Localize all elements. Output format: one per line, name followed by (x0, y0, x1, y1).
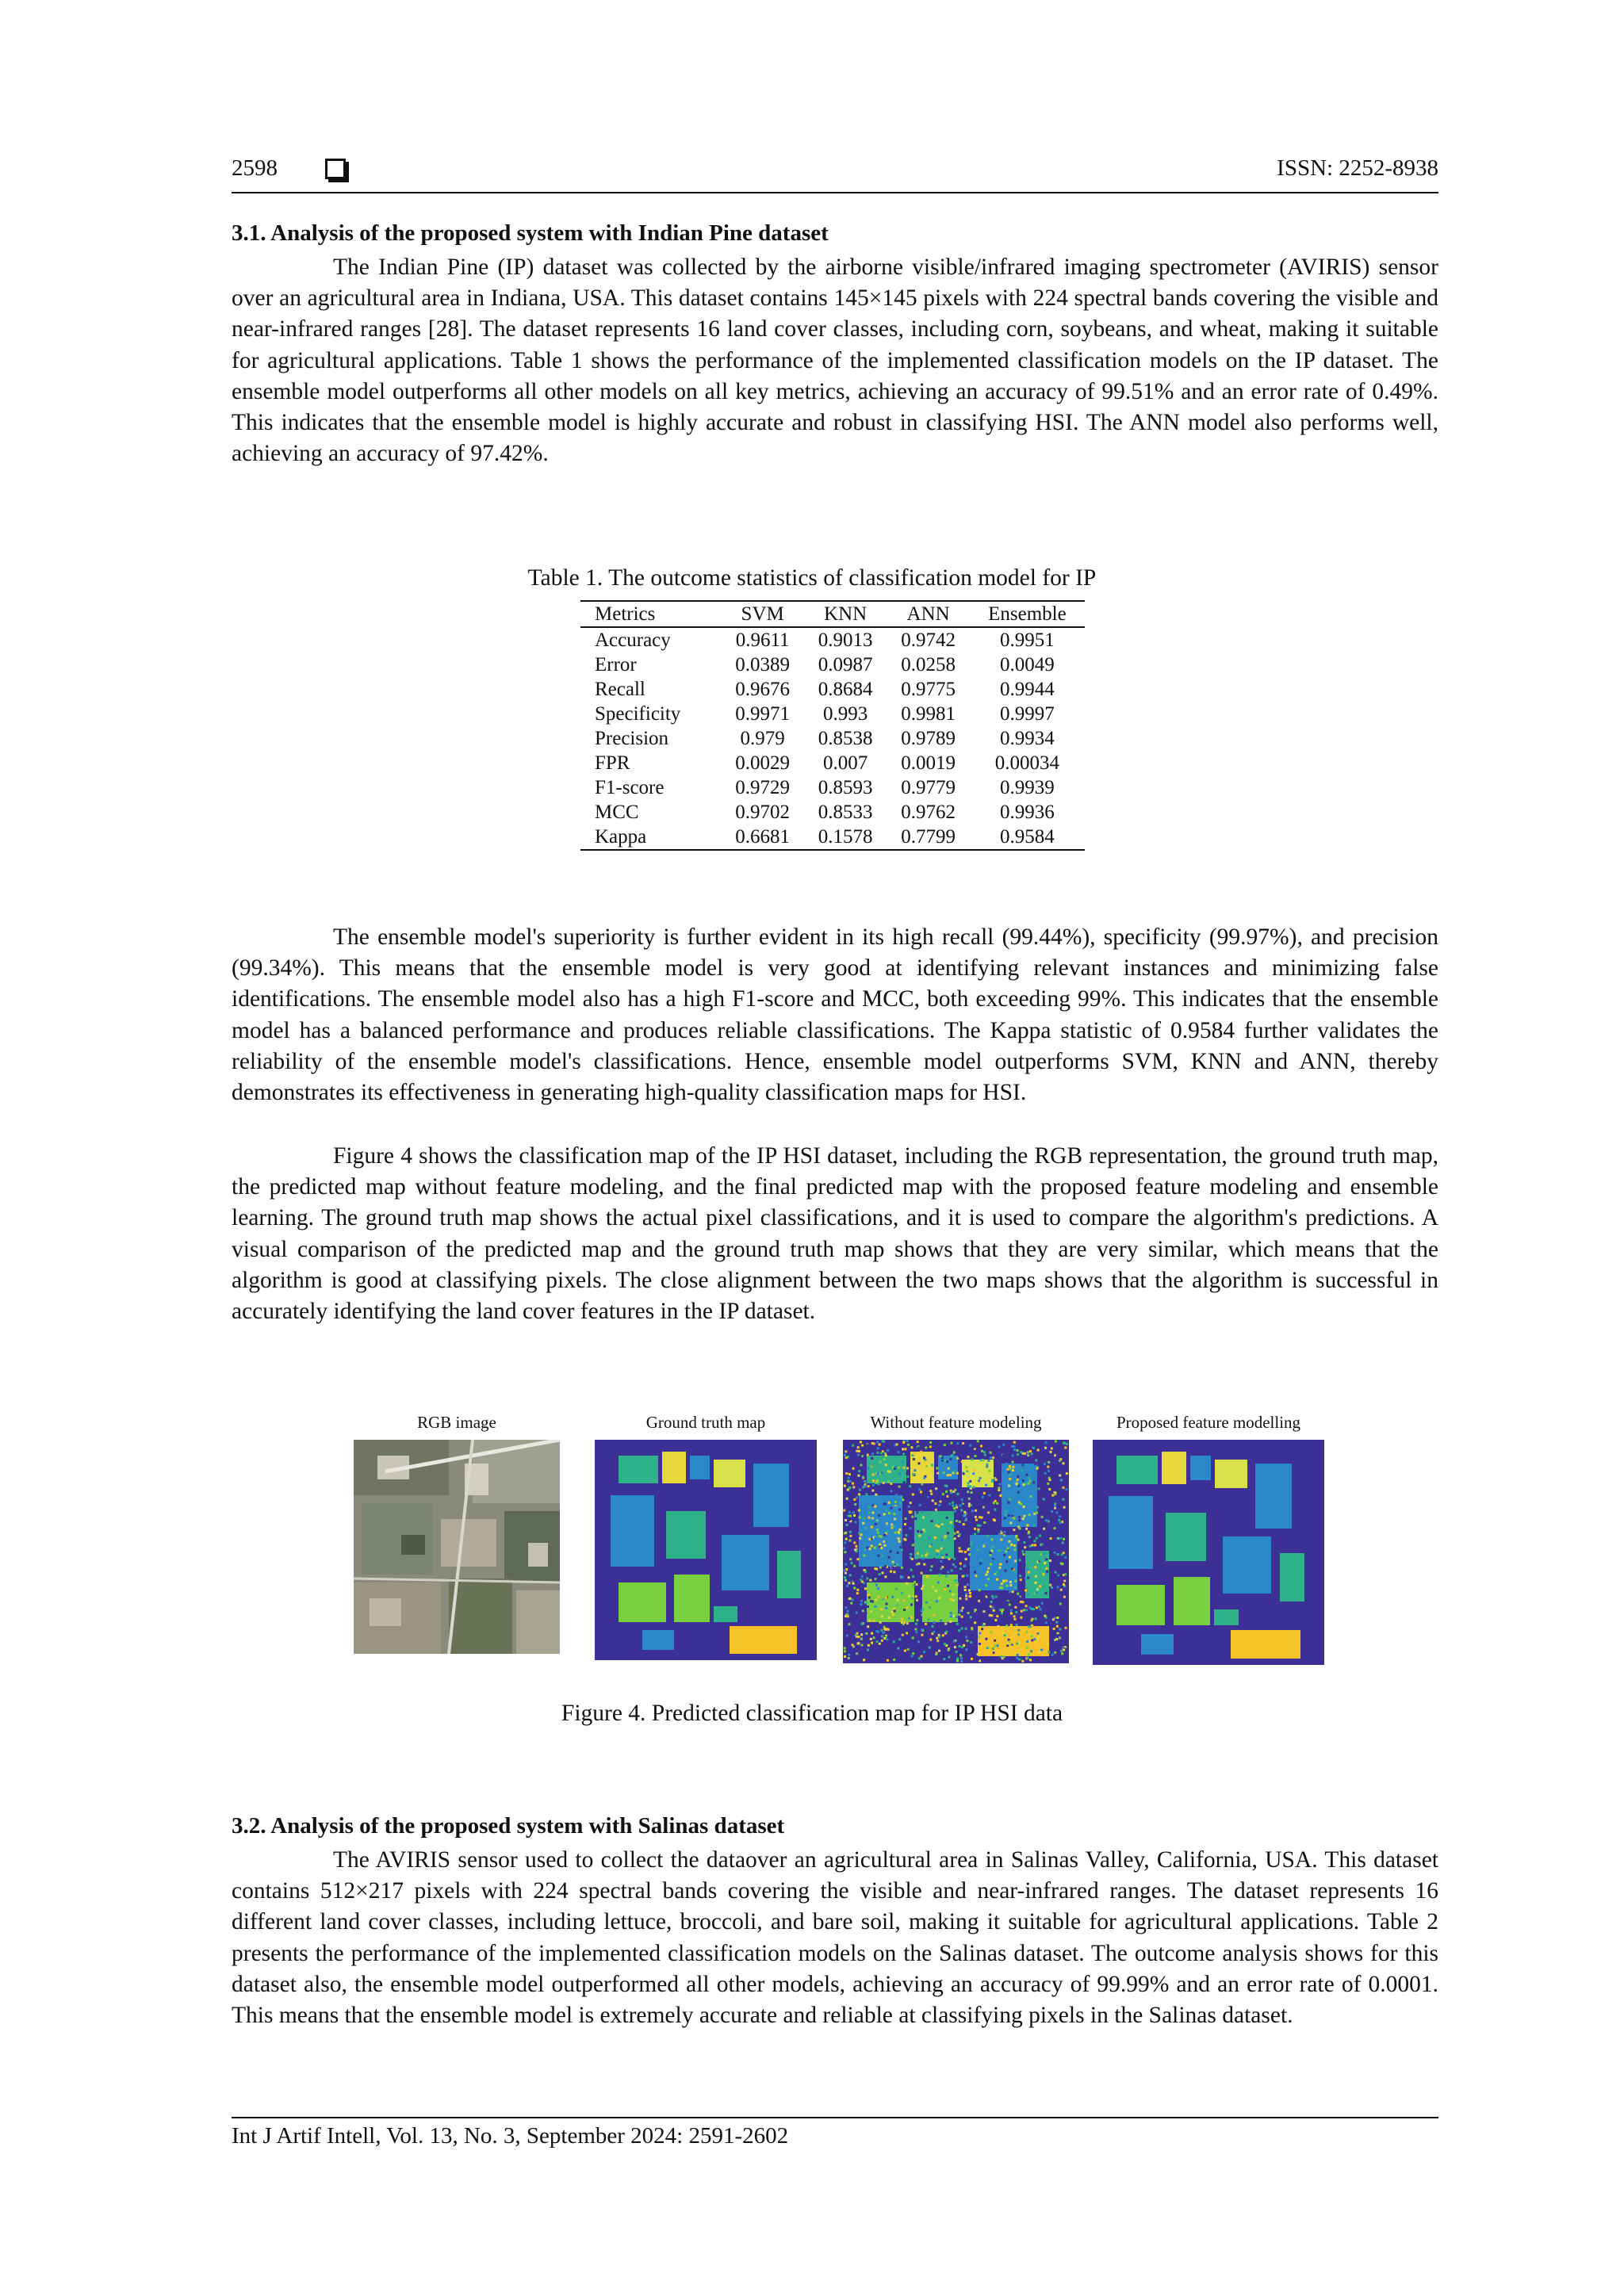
checkbox-square-icon (325, 159, 346, 179)
paragraph-indian-pine: The Indian Pine (IP) dataset was collected by the airborne visible/infrared imaging spectrometer (AVIRIS) sensor over an agricultural area in Indiana, USA. This dataset contains 145×145 pixels with 224 spectral bands covering the visible and near-infrared ranges [28]. The dataset represents 16 land cover classes, including corn, soybeans, and wheat, making it suitable for agricultural applications. Table 1 shows the performance of the implemented classification models on the IP dataset. The ensemble model outperforms all other models on all key metrics, achieving an accuracy of 99.51% and an error rate of 0.49%. This indicates that the ensemble model is highly accurate and robust in classifying HSI. The ANN model also performs well, achieving an accuracy of 97.42%. (232, 254, 1438, 467)
figure-panel-label: Proposed feature modelling (1116, 1413, 1301, 1432)
page-header (232, 155, 1438, 193)
table-value-cell: 0.9611 (735, 629, 790, 651)
table-metric-cell: F1-score (595, 777, 665, 798)
table-metric-cell: Accuracy (595, 629, 671, 651)
figure-panel-label: RGB image (417, 1413, 496, 1432)
table-row (580, 825, 1085, 850)
table-value-cell: 0.9742 (901, 629, 956, 651)
table-value-cell: 0.979 (740, 728, 785, 749)
table-value-cell: 0.00034 (994, 752, 1060, 774)
table-value-cell: 0.6681 (721, 825, 803, 850)
figure-panel-proposed-feature-modelling (1093, 1413, 1324, 1674)
table-header-cell: KNN (804, 601, 887, 627)
table-value-cell: 0.9981 (901, 703, 956, 725)
proposed-feature-modelling-map (1093, 1440, 1324, 1665)
table-metric-cell: Error (595, 654, 637, 675)
table-value-cell: 0.9779 (901, 777, 956, 798)
figure-caption: Figure 4. Predicted classification map for IP HSI data (561, 1701, 1063, 1726)
table-value-cell: 0.9997 (1000, 703, 1055, 725)
table-metric-cell: MCC (595, 802, 639, 823)
table-value-cell: 0.9013 (818, 629, 873, 651)
figure-panel-label: Without feature modeling (870, 1413, 1042, 1432)
table-row (580, 726, 1085, 751)
table-value-cell: 0.0389 (735, 654, 791, 675)
table-header-cell: ANN (887, 601, 969, 627)
table-value-cell: 0.9762 (901, 802, 956, 823)
figure-panel-rgb (354, 1413, 560, 1674)
table-value-cell: 0.9939 (1000, 777, 1055, 798)
table-value-cell: 0.9934 (1000, 728, 1055, 749)
table-value-cell: 0.0049 (1000, 654, 1055, 675)
rgb-image (354, 1440, 560, 1654)
table-value-cell: 0.9951 (1000, 629, 1055, 651)
table-value-cell: 0.9702 (735, 802, 791, 823)
table-metric-cell: Kappa (580, 825, 721, 850)
table-caption: Table 1. The outcome statistics of classification model for IP (527, 565, 1097, 591)
ground-truth-map (595, 1440, 817, 1660)
table-metric-cell: FPR (595, 752, 630, 774)
figure-panel-without-feature-modeling (843, 1413, 1069, 1674)
table-value-cell: 0.8533 (818, 802, 873, 823)
table-metric-cell: Precision (595, 728, 669, 749)
table-value-cell: 0.007 (823, 752, 868, 774)
table-value-cell: 0.9729 (735, 777, 791, 798)
paragraph-discussion-2: Figure 4 shows the classification map of the IP HSI dataset, including the RGB representation, the ground truth map, the predicted map without feature modeling, and the final predicted map with the proposed feature modeling and ensemble learning. The ground truth map shows the actual pixel classifications, and it is used to compare the algorithm's predictions. A visual comparison of the predicted map and the ground truth map shows that they are very similar, which means that the algorithm is good at classifying pixels. The close alignment between the two maps shows that the algorithm is successful in accurately identifying the land cover features in the IP dataset. (232, 1143, 1438, 1325)
table-row (580, 652, 1085, 677)
table-value-cell: 0.0987 (818, 654, 873, 675)
section-heading-indian-pine: 3.1. Analysis of the proposed system with Indian Pine dataset (232, 220, 829, 246)
table-row (580, 775, 1085, 800)
table-value-cell: 0.7799 (887, 825, 969, 850)
figure-panel-ground-truth (595, 1413, 817, 1674)
table-value-cell: 0.8538 (818, 728, 873, 749)
issn-label: ISSN: 2252-8938 (1277, 155, 1438, 181)
section-heading-salinas: 3.2. Analysis of the proposed system with Salinas dataset (232, 1813, 785, 1839)
table-value-cell: 0.993 (823, 703, 868, 725)
table-body (580, 627, 1085, 850)
table-header-cell: SVM (721, 601, 803, 627)
table-value-cell: 0.1578 (804, 825, 887, 850)
page-number: 2598 (232, 155, 278, 181)
table-value-cell: 0.9676 (735, 679, 791, 700)
table-value-cell: 0.9936 (1000, 802, 1055, 823)
without-feature-modeling-map (843, 1440, 1069, 1663)
results-table (580, 600, 1085, 851)
figure-panel-label: Ground truth map (645, 1413, 766, 1432)
paragraph-salinas: The AVIRIS sensor used to collect the dataover an agricultural area in Salinas Valley, California, USA. This dataset contains 512×217 pixels with 224 spectral bands covering the visible and near-infrared ranges. The dataset represents 16 different land cover classes, including lettuce, broccoli, and bare soil, making it suitable for agricultural applications. Table 2 presents the performance of the implemented classification models on the Salinas dataset. The outcome analysis shows for this dataset also, the ensemble model outperformed all other models, achieving an accuracy of 99.99% and an error rate of 0.0001. This means that the ensemble model is extremely accurate and reliable at classifying pixels in the Salinas dataset. (232, 1847, 1438, 2029)
paragraph-discussion-1: The ensemble model's superiority is further evident in its high recall (99.44%), specificity (99.97%), and precision (99.34%). This means that the ensemble model is very good at identifying relevant instances and minimizing false identifications. The ensemble model also has a high F1-score and MCC, both exceeding 99%. This indicates that the ensemble model has a balanced performance and produces reliable classifications. The Kappa statistic of 0.9584 further validates the reliability of the ensemble model's classifications. Hence, ensemble model outperforms SVM, KNN and ANN, thereby demonstrates its effectiveness in generating high-quality classification maps for HSI. (232, 924, 1438, 1106)
table-header-row (580, 601, 1085, 627)
table-value-cell: 0.9944 (1000, 679, 1055, 700)
table-value-cell: 0.8593 (818, 777, 873, 798)
table-value-cell: 0.0019 (901, 752, 956, 774)
table-header-cell: Metrics (580, 601, 721, 627)
table-value-cell: 0.9971 (735, 703, 791, 725)
table-metric-cell: Specificity (595, 703, 681, 725)
table-value-cell: 0.9775 (901, 679, 956, 700)
table-metric-cell: Recall (595, 679, 645, 700)
table-row (580, 627, 1085, 652)
table-row (580, 800, 1085, 825)
table-row (580, 702, 1085, 726)
table-value-cell: 0.0029 (735, 752, 791, 774)
table-value-cell: 0.0258 (901, 654, 956, 675)
table-row (580, 751, 1085, 775)
table-row (580, 677, 1085, 702)
page-footer: Int J Artif Intell, Vol. 13, No. 3, September 2024: 2591-2602 (232, 2117, 1438, 2149)
table-value-cell: 0.9789 (901, 728, 956, 749)
table-header-cell: Ensemble (970, 601, 1085, 627)
table-value-cell: 0.8684 (818, 679, 873, 700)
table-value-cell: 0.9584 (970, 825, 1085, 850)
